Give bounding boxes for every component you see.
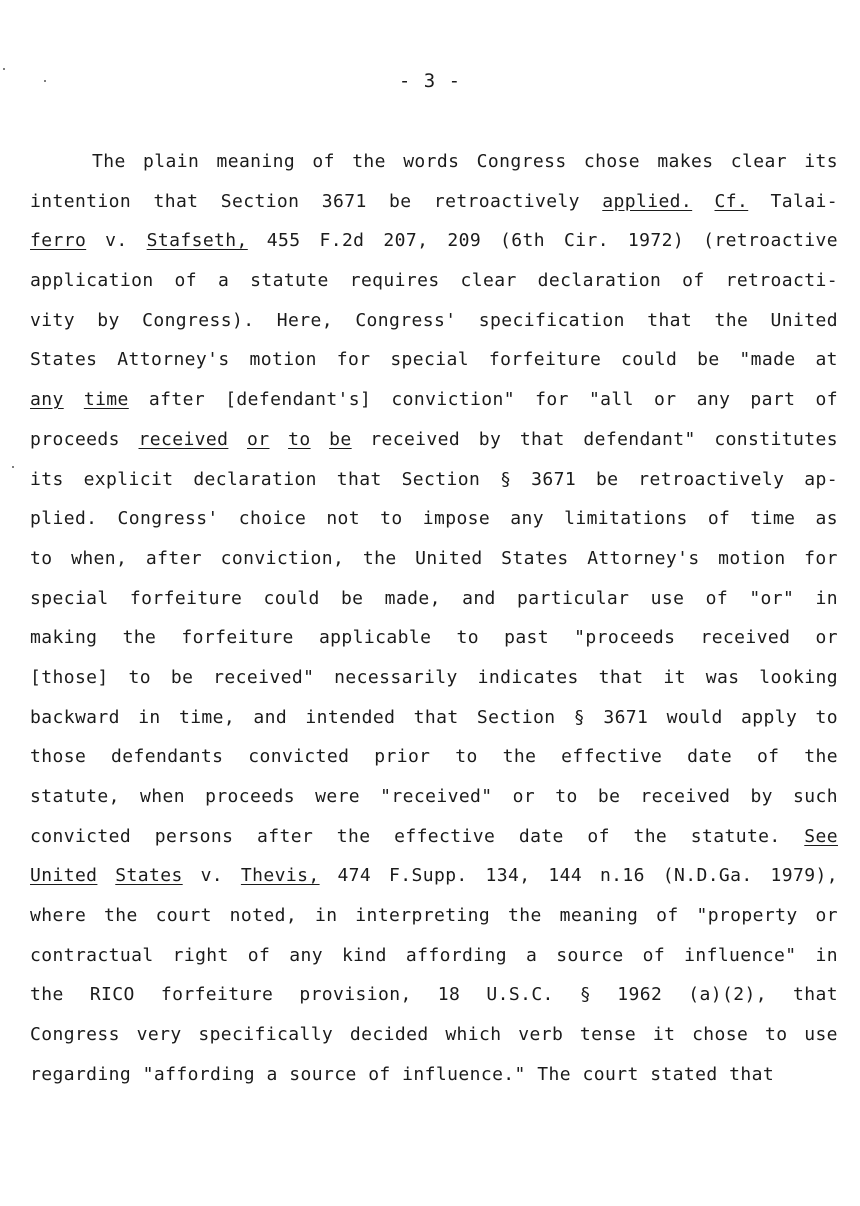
word: any	[289, 944, 323, 966]
word: Section	[401, 468, 481, 490]
word: a	[217, 270, 230, 292]
word: Congress'	[355, 309, 457, 331]
word: conviction"	[391, 389, 515, 411]
word: forfeiture	[181, 627, 294, 649]
word: Thevis,	[240, 865, 320, 887]
word: looking	[759, 666, 838, 688]
word: necessarily	[334, 666, 458, 688]
word: Cir.	[563, 230, 609, 252]
word: for	[804, 547, 838, 569]
word: Attorney's	[587, 547, 700, 569]
word: for	[336, 349, 371, 371]
word: influence"	[684, 944, 797, 966]
word: regarding	[30, 1063, 132, 1085]
word: and	[253, 706, 288, 728]
word: to	[455, 746, 478, 768]
word: or	[247, 428, 270, 450]
text-line	[30, 227, 838, 267]
word: The	[92, 151, 126, 172]
word: States	[501, 547, 569, 569]
word: intention	[30, 190, 132, 212]
scan-speck	[12, 466, 14, 468]
word: time	[750, 508, 796, 530]
scan-speck	[44, 80, 46, 82]
word: of	[312, 151, 335, 172]
word: to	[815, 706, 838, 728]
word: States	[30, 349, 98, 371]
text-line	[30, 704, 838, 744]
word: indicates	[477, 666, 579, 688]
word: when,	[71, 547, 128, 569]
word: 18	[437, 984, 461, 1006]
word: Talai-	[770, 190, 838, 212]
word: noted,	[229, 905, 298, 927]
word: plain	[143, 151, 200, 172]
word: chose	[583, 151, 641, 172]
word: 134,	[485, 865, 531, 887]
word: use	[650, 587, 685, 609]
word: [those]	[30, 666, 109, 688]
word: to	[288, 428, 311, 450]
word: "or"	[749, 587, 795, 609]
word: by	[478, 428, 502, 450]
word: meaning	[559, 905, 639, 927]
word: made,	[384, 587, 441, 609]
word: U.S.C.	[486, 984, 554, 1006]
word: right	[172, 944, 229, 966]
word: the	[336, 825, 371, 847]
word: be	[329, 428, 352, 450]
word: "all	[588, 389, 634, 411]
word: clear	[460, 270, 517, 292]
word: clear	[730, 151, 787, 172]
word: or	[654, 389, 677, 411]
word: of	[587, 825, 610, 847]
word: 474	[337, 865, 372, 887]
text-line	[30, 783, 838, 823]
word: in	[815, 587, 838, 609]
word: "received"	[380, 786, 493, 807]
word: effective	[394, 825, 496, 847]
word: requires	[349, 270, 440, 292]
word: or	[512, 786, 536, 807]
word: be	[340, 587, 364, 609]
word: verb	[518, 1024, 564, 1046]
word: apply	[741, 706, 798, 728]
word: retroactively	[638, 468, 785, 490]
text-line	[30, 505, 838, 545]
word: the	[30, 984, 64, 1006]
word: could	[621, 349, 678, 371]
word: United	[30, 865, 98, 887]
word: Congress	[476, 151, 567, 172]
word: plied.	[30, 508, 98, 530]
word: prior	[374, 746, 431, 768]
word: be	[697, 349, 720, 371]
word: to	[380, 508, 403, 530]
word: convicted	[248, 746, 350, 768]
word: declaration	[537, 270, 662, 292]
word: special	[30, 587, 109, 609]
text-line	[30, 981, 838, 1021]
word: applied.	[602, 190, 693, 212]
word: affording	[405, 944, 508, 966]
word: "made	[739, 349, 796, 371]
word: proceeds	[30, 428, 120, 450]
word: very	[136, 1024, 182, 1046]
word: to	[128, 666, 151, 688]
word: that	[793, 984, 838, 1006]
word: RICO	[89, 984, 135, 1006]
word: declaration	[193, 468, 317, 490]
word: statute	[250, 270, 329, 292]
word: the	[104, 905, 138, 927]
word: the	[122, 627, 157, 649]
word: applicable	[318, 627, 432, 649]
word: of	[707, 508, 731, 530]
word: date	[687, 746, 733, 768]
word: any	[696, 389, 731, 411]
text-line	[30, 386, 838, 426]
word: forfeiture	[160, 984, 274, 1006]
word: for	[535, 389, 569, 411]
text-line	[30, 902, 838, 942]
text-line	[30, 267, 838, 307]
word: (6th	[500, 230, 545, 252]
word: of	[368, 1063, 391, 1085]
body-paragraph	[30, 148, 838, 1101]
word: chose	[692, 1024, 749, 1046]
word: which	[445, 1024, 502, 1046]
word: that	[598, 666, 644, 688]
word: source	[556, 944, 624, 966]
text-line	[30, 466, 838, 506]
word: v.	[105, 230, 128, 252]
word: 455	[266, 230, 301, 252]
text-line	[30, 426, 838, 466]
word: Section	[476, 706, 556, 728]
word: The	[537, 1063, 571, 1085]
word: retroacti-	[725, 270, 838, 292]
word: any	[510, 508, 544, 530]
word: a	[526, 944, 538, 966]
word: when	[140, 786, 185, 807]
word: retroactively	[433, 190, 580, 212]
word: received	[700, 627, 791, 649]
word: Section	[220, 190, 300, 212]
word: in	[314, 905, 338, 927]
word: date	[518, 825, 564, 847]
word: of	[174, 270, 198, 292]
word: forfeiture	[129, 587, 243, 609]
text-line	[30, 346, 838, 386]
word: and	[462, 587, 496, 609]
word: Cf.	[714, 190, 749, 212]
text-line	[30, 1021, 838, 1061]
word: as	[815, 508, 838, 530]
scan-speck	[3, 68, 5, 70]
word: after	[257, 825, 314, 847]
word: time	[83, 389, 129, 411]
word: court	[582, 1063, 639, 1085]
word: convicted	[30, 825, 132, 847]
word: specifically	[198, 1024, 334, 1046]
word: statute,	[30, 786, 120, 807]
word: or	[815, 627, 838, 649]
word: of	[815, 389, 838, 411]
word: that	[729, 1063, 775, 1085]
word: be	[595, 468, 619, 490]
word: interpreting	[355, 905, 491, 927]
word: v.	[200, 865, 224, 887]
word: States	[115, 865, 183, 887]
word: its	[804, 151, 838, 172]
word: United	[770, 309, 838, 331]
word: court	[155, 905, 212, 927]
word: to	[30, 547, 53, 569]
text-line	[30, 624, 838, 664]
word: the	[804, 746, 838, 768]
word: the	[362, 547, 397, 569]
word: part	[750, 389, 796, 411]
word: to	[555, 786, 578, 807]
word: be	[597, 786, 621, 807]
word: of	[656, 905, 679, 927]
word: Attorney's	[117, 349, 230, 371]
word: 207,	[383, 230, 429, 252]
word: §	[500, 468, 512, 490]
word: the	[633, 825, 668, 847]
word: [defendant's]	[225, 389, 372, 411]
word: limitations	[564, 508, 688, 530]
word: 1979),	[770, 865, 838, 887]
word: be	[170, 666, 194, 688]
word: (retroactive	[703, 230, 838, 252]
word: of	[756, 746, 780, 768]
word: "proceeds	[574, 627, 676, 649]
word: persons	[154, 825, 234, 847]
text-line	[30, 664, 838, 704]
word: vity	[30, 309, 75, 331]
word: by	[97, 309, 120, 331]
word: after	[148, 389, 206, 411]
word: of	[642, 944, 666, 966]
text-line	[30, 148, 838, 188]
word: 3671	[321, 190, 367, 212]
word: defendant"	[583, 428, 696, 450]
word: it	[652, 1024, 676, 1046]
word: that	[153, 190, 199, 212]
word: time,	[178, 706, 236, 728]
word: conviction,	[220, 547, 345, 569]
word: received	[640, 786, 731, 807]
word: choice	[238, 508, 307, 530]
word: forfeiture	[488, 349, 602, 371]
word: was	[705, 666, 740, 688]
word: motion	[718, 547, 786, 569]
word: special	[390, 349, 469, 371]
text-line	[30, 743, 838, 783]
word: application	[30, 270, 154, 292]
word: of	[682, 270, 705, 292]
word: Stafseth,	[146, 230, 248, 252]
word: motion	[249, 349, 317, 371]
word: §	[573, 706, 586, 728]
text-line	[30, 862, 838, 902]
word: or	[815, 905, 838, 927]
word: United	[415, 547, 483, 569]
text-line	[30, 585, 838, 625]
word: Congress'	[117, 508, 219, 530]
word: source	[289, 1063, 357, 1085]
word: words	[403, 151, 460, 172]
word: 1962	[617, 984, 663, 1006]
word: 3671	[531, 468, 577, 490]
word: influence."	[402, 1063, 526, 1085]
page-number: - 3 -	[398, 70, 462, 92]
text-line	[30, 307, 838, 347]
word: 209	[447, 230, 482, 252]
text-line	[30, 942, 838, 982]
word: ap-	[804, 468, 838, 490]
word: provision,	[299, 984, 412, 1006]
word: the	[502, 746, 537, 768]
word: F.2d	[319, 230, 365, 252]
word: received"	[213, 666, 315, 688]
word: those	[30, 746, 87, 768]
word: F.Supp.	[389, 865, 468, 887]
text-line	[30, 545, 838, 585]
word: statute.	[690, 825, 781, 847]
word: (N.D.Ga.	[662, 865, 753, 887]
word: makes	[657, 151, 714, 172]
word: such	[793, 786, 838, 807]
word: of	[705, 587, 729, 609]
word: Congress).	[142, 309, 255, 331]
word: §	[579, 984, 592, 1006]
word: specification	[478, 309, 625, 331]
word: impose	[422, 508, 491, 530]
word: stated	[650, 1063, 718, 1085]
word: (a)(2),	[688, 984, 767, 1006]
word: the	[714, 309, 749, 331]
word: use	[804, 1024, 838, 1046]
word: in	[138, 706, 161, 728]
word: to	[764, 1024, 788, 1046]
word: any	[30, 389, 64, 411]
word: kind	[341, 944, 387, 966]
text-line	[30, 1061, 838, 1101]
word: to	[456, 627, 479, 649]
word: that	[647, 309, 693, 331]
word: it	[663, 666, 686, 688]
word: a	[266, 1063, 278, 1085]
word: after	[145, 547, 203, 569]
word: "property	[696, 905, 798, 927]
word: "affording	[142, 1063, 256, 1085]
word: constitutes	[714, 428, 838, 450]
word: its	[30, 468, 64, 490]
word: 144	[548, 865, 583, 887]
word: where	[30, 905, 87, 927]
word: ferro	[30, 230, 87, 252]
word: be	[389, 190, 412, 212]
word: meaning	[216, 151, 296, 172]
word: contractual	[30, 944, 154, 966]
word: the	[352, 151, 386, 172]
word: that	[413, 706, 459, 728]
word: backward	[30, 706, 120, 728]
text-line	[30, 823, 838, 863]
word: effective	[561, 746, 663, 768]
word: the	[508, 905, 542, 927]
word: received	[138, 428, 229, 450]
word: in	[815, 944, 838, 966]
word: Here,	[276, 309, 333, 331]
word: that	[519, 428, 565, 450]
word: at	[815, 349, 838, 371]
word: proceeds	[205, 786, 295, 807]
word: 3671	[603, 706, 649, 728]
word: defendants	[111, 746, 224, 768]
word: were	[315, 786, 361, 807]
word: making	[30, 627, 98, 649]
text-line	[30, 188, 838, 228]
word: decided	[349, 1024, 429, 1046]
word: explicit	[83, 468, 174, 490]
word: past	[504, 627, 550, 649]
word: intended	[305, 706, 396, 728]
word: could	[263, 587, 320, 609]
word: Congress	[30, 1024, 120, 1046]
word: of	[247, 944, 271, 966]
word: received	[370, 428, 461, 450]
word: not	[326, 508, 361, 530]
word: that	[336, 468, 382, 490]
word: n.16	[599, 865, 645, 887]
word: 1972)	[627, 230, 685, 252]
word: by	[750, 786, 773, 807]
word: particular	[517, 587, 630, 609]
word: See	[804, 825, 838, 847]
word: tense	[579, 1024, 637, 1046]
word: would	[666, 706, 723, 728]
